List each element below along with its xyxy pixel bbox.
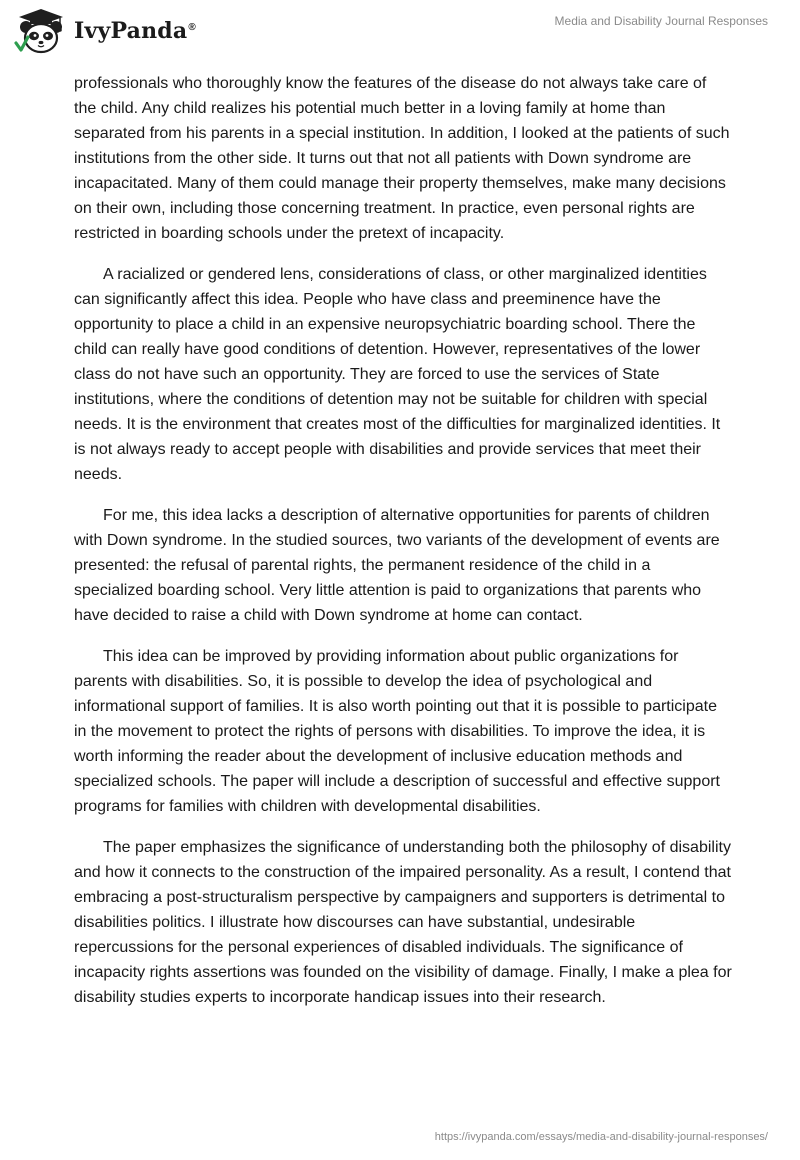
document-title: Media and Disability Journal Responses <box>554 14 768 28</box>
source-url[interactable]: https://ivypanda.com/essays/media-and-disability-journal-responses/ <box>434 1131 768 1143</box>
paragraph: professionals who thoroughly know the features of the disease do not always take care of the child. Any child realizes his potential much better in a loving family at home than separated from his parents in a special institution. In addition, I looked at the patients of such institutions from the other side. It turns out that not all patients with Down syndrome are incapacitated. Many of them could manage their property themselves, make many decisions on their own, including those concerning treatment. In practice, even personal rights are restricted in boarding schools under the pretext of incapacity. <box>74 75 730 242</box>
panda-graduate-icon <box>14 7 68 55</box>
paragraph: For me, this idea lacks a description of alternative opportunities for parents of children with Down syndrome. In the studied sources, two variants of the development of events are presented: the refusal of parental rights, the permanent residence of the child in a specialized boarding school. Very little attention is paid to organizations that parents who have decided to raise a child with Down syndrome at home can contact. <box>74 507 720 624</box>
paragraph: The paper emphasizes the significance of understanding both the philosophy of disability and how it connects to the construction of the impaired personality. As a result, I contend that embracing a post-structuralism perspective by campaigners and supporters is detrimental to disabilities politics. I illustrate how discourses can have substantial, undesirable repercussions for the personal experiences of disabled individuals. The significance of incapacity rights assertions was founded on the visibility of damage. Finally, I make a plea for disability studies experts to incorporate handicap issues into their research. <box>74 839 732 1006</box>
paragraph: This idea can be improved by providing information about public organizations for parents with disabilities. So, it is possible to develop the idea of psychological and informational support of families. It is also worth pointing out that it is possible to participate in the movement to protect the rights of persons with disabilities. To improve the idea, it is worth informing the reader about the development of inclusive education methods and specialized schools. The paper will include a description of successful and effective support programs for families with children with developmental disabilities. <box>74 648 720 815</box>
brand-name: IvyPanda® <box>74 18 196 44</box>
paragraph: A racialized or gendered lens, considerations of class, or other marginalized identities can significantly affect this idea. People who have class and preeminence have the opportunity to place a child in an expensive neuropsychiatric boarding school. There the child can really have good conditions of detention. However, representatives of the lower class do not have such an opportunity. They are forced to use the services of State institutions, where the conditions of detention may not be suitable for children with special needs. It is the environment that creates most of the difficulties for marginalized identities. It is not always ready to accept people with disabilities and provide services that meet their needs. <box>74 266 721 483</box>
ivypanda-logo[interactable] <box>14 7 196 55</box>
essay-body <box>74 71 732 1026</box>
page-header <box>0 0 800 60</box>
